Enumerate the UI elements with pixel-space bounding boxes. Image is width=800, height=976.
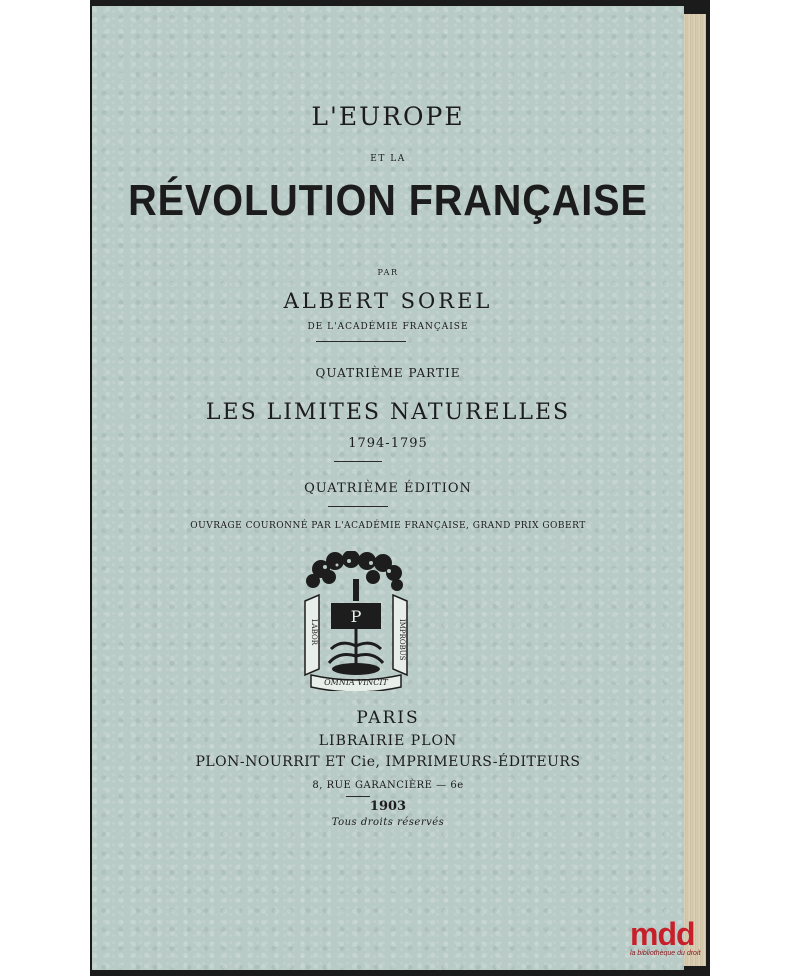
logo-tagline: la bibliothèque du droit [630,950,701,957]
printers: PLON-NOURRIT ET Cie, IMPRIMEURS-ÉDITEURS [195,754,581,770]
divider-1 [316,341,406,342]
author-name: ALBERT SOREL [283,289,493,313]
by-label: PAR [377,268,399,277]
emblem-motto-right: IMPROBUS [398,619,406,661]
author-affiliation: DE L'ACADÉMIE FRANÇAISE [307,322,469,332]
emblem-motto-bottom: OMNIA VINCIT [324,678,388,687]
title-line-2: RÉVOLUTION FRANÇAISE [128,176,648,225]
edition: QUATRIÈME ÉDITION [304,481,472,496]
dates: 1794-1795 [348,436,428,451]
title-page [92,6,684,970]
part-label: QUATRIÈME PARTIE [315,366,461,380]
emblem-motto-left: LABOR [310,619,318,645]
emblem-monogram: P [350,607,362,626]
subtitle: LES LIMITES NATURELLES [205,400,571,425]
title-line-1: L'EUROPE [311,102,465,131]
divider-4 [346,796,370,797]
logo-text: mdd [630,916,695,952]
publisher: LIBRAIRIE PLON [318,733,458,749]
mdd-logo [630,918,710,966]
rights-notice: Tous droits réservés [331,817,445,828]
address: 8, RUE GARANCIÈRE — 6e [312,780,464,791]
divider-2 [334,461,382,462]
divider-3 [328,506,388,507]
award-note: OUVRAGE COURONNÉ PAR L'ACADÉMIE FRANÇAISE, GRAND PRIX GOBERT [190,521,586,531]
title-connector: ET LA [370,154,406,164]
publication-year: 1903 [369,799,407,814]
publisher-emblem [301,551,411,691]
city: PARIS [356,708,420,728]
